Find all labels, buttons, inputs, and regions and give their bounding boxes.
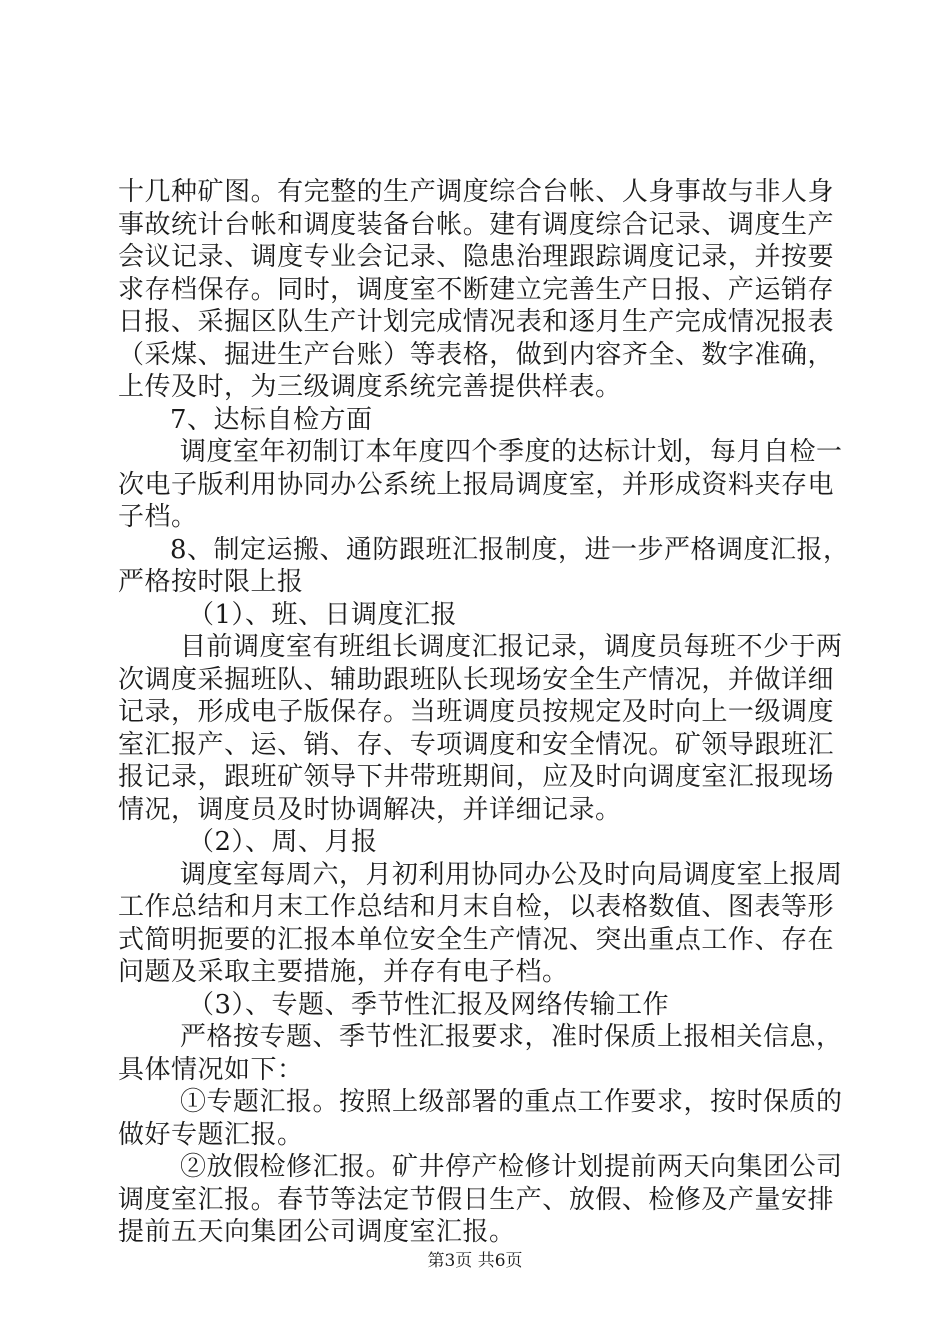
text-line: 次电子版利用协同办公系统上报局调度室，并形成资料夹存电: [118, 469, 834, 500]
text-line: 报记录，跟班矿领导下井带班期间，应及时向调度室汇报现场: [118, 762, 834, 792]
text-line: 次调度采掘班队、辅助跟班队长现场安全生产情况，并做详细: [118, 664, 834, 695]
text-line: 日报、采掘区队生产计划完成情况表和逐月生产完成情况报表: [118, 307, 834, 337]
page-number: 第3页 共6页: [427, 1251, 523, 1271]
text-line: 子档。: [118, 502, 198, 532]
text-line: 调度室每周六，月初利用协同办公及时向局调度室上报周: [180, 859, 843, 890]
section-heading: 7、达标自检方面: [170, 404, 373, 435]
text-line: 问题及采取主要措施，并存有电子档。: [118, 957, 569, 987]
text-line: 目前调度室有班组长调度汇报记录，调度员每班不少于两: [180, 632, 843, 662]
text-line: 提前五天向集团公司调度室汇报。: [118, 1217, 516, 1247]
text-line: 上传及时，为三级调度系统完善提供样表。: [118, 372, 622, 402]
text-line: 情况，调度员及时协调解决，并详细记录。: [118, 794, 622, 825]
text-line: 严格按专题、季节性汇报要求，准时保质上报相关信息，: [180, 1022, 843, 1052]
text-line: 会议记录、调度专业会记录、隐患治理跟踪调度记录，并按要: [118, 242, 834, 272]
text-line: 严格按时限上报: [118, 567, 304, 597]
document-body: [118, 176, 850, 1249]
text-line: 工作总结和月末工作总结和月末自检，以表格数值、图表等形: [118, 892, 834, 922]
text-line: 记录，形成电子版保存。当班调度员按规定及时向上一级调度: [118, 697, 834, 727]
text-line: 十几种矿图。有完整的生产调度综合台帐、人身事故与非人身: [118, 177, 834, 207]
text-line: 求存档保存。同时，调度室不断建立完善生产日报、产运销存: [118, 274, 834, 305]
text-line: 调度室年初制订本年度四个季度的达标计划，每月自检一: [180, 437, 843, 467]
text-line: 事故统计台帐和调度装备台帐。建有调度综合记录、调度生产: [118, 209, 834, 240]
text-line: 式简明扼要的汇报本单位安全生产情况、突出重点工作、存在: [118, 924, 834, 955]
subsection-heading: （3）、专题、季节性汇报及网络传输工作: [188, 989, 670, 1020]
list-item: ②放假检修汇报。矿井停产检修计划提前两天向集团公司: [180, 1152, 843, 1182]
text-line: 调度室汇报。春节等法定节假日生产、放假、检修及产量安排: [118, 1184, 834, 1215]
subsection-heading: （2）、周、月报: [188, 827, 378, 857]
text-line: 室汇报产、运、销、存、专项调度和安全情况。矿领导跟班汇: [118, 729, 834, 760]
text-line: （采煤、掘进生产台账）等表格，做到内容齐全、数字准确，: [118, 339, 834, 370]
text-line: 具体情况如下：: [118, 1054, 304, 1085]
section-heading: 8、制定运搬、通防跟班汇报制度，进一步严格调度汇报，: [170, 534, 850, 565]
text-line: 做好专题汇报。: [118, 1119, 304, 1150]
subsection-heading: （1）、班、日调度汇报: [188, 599, 458, 630]
list-item: ①专题汇报。按照上级部署的重点工作要求，按时保质的: [180, 1087, 843, 1117]
